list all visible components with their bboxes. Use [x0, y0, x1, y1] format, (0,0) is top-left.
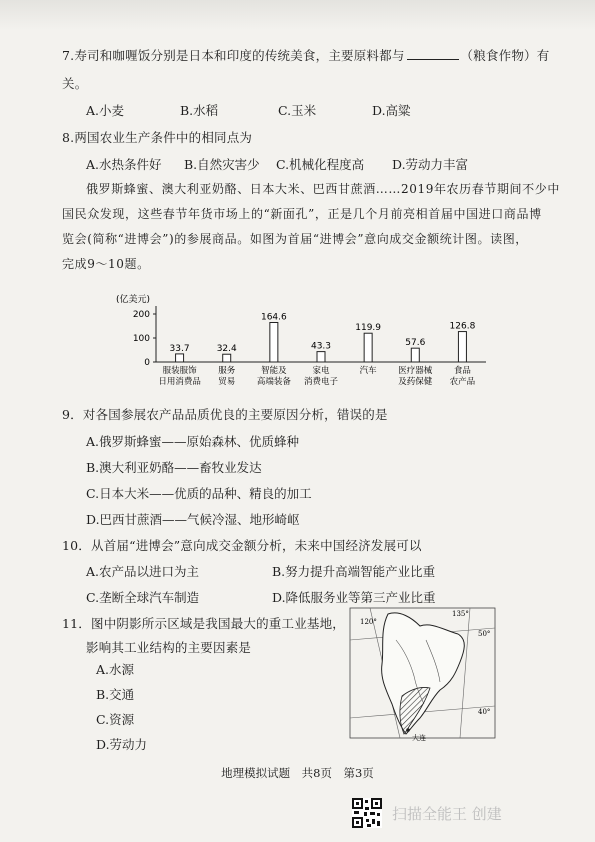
- bar: [458, 332, 466, 362]
- y-axis-label: (亿美元): [116, 295, 151, 305]
- bar: [364, 333, 372, 362]
- q7-option-c: C.玉米: [278, 103, 317, 118]
- northeast-region-outline: [382, 613, 465, 734]
- northeast-china-map: [340, 600, 505, 745]
- map-label-50: 50°: [478, 630, 491, 638]
- y-tick-label: 100: [132, 334, 150, 344]
- q11-option-d: D.劳动力: [96, 737, 148, 752]
- map-label-135: 135°: [452, 610, 469, 618]
- category-label: 日用消费品: [158, 377, 201, 387]
- bar-value-label: 164.6: [260, 312, 287, 323]
- q8-option-c: C.机械化程度高: [276, 157, 365, 172]
- q11-stem-b: 影响其工业结构的主要因素是: [86, 640, 252, 655]
- bar-value-label: 32.4: [216, 344, 237, 355]
- map-label-120: 120°: [360, 618, 377, 626]
- bar: [176, 354, 184, 362]
- q10-option-a: A.农产品以进口为主: [86, 564, 200, 579]
- q7-stem: [62, 46, 549, 64]
- q7-blank: [407, 48, 459, 60]
- bar-value-label: 126.8: [449, 321, 476, 332]
- y-tick-label: 0: [144, 358, 150, 368]
- qr-code-icon: [352, 798, 382, 828]
- q8-option-b: B.自然灾害少: [184, 157, 260, 172]
- q7-option-b: B.水稻: [180, 103, 219, 118]
- q11-option-c: C.资源: [96, 712, 135, 727]
- q9-option-a: A.俄罗斯蜂蜜——原始森林、优质蜂种: [86, 434, 300, 449]
- category-label: 消费电子: [303, 377, 339, 387]
- bar-value-label: 119.9: [355, 323, 382, 334]
- q11-stem: 11．图中阴影所示区域是我国最大的重工业基地，: [62, 616, 346, 631]
- trade-volume-chart: [108, 290, 493, 400]
- q9-option-d: D.巴西甘蔗酒——气候冷湿、地形崎岖: [86, 512, 300, 527]
- trade-volume-chart-svg: [108, 290, 493, 400]
- category-label: 食品: [453, 366, 471, 376]
- q7-stem-text: 7.寿司和咖喱饭分别是日本和印度的传统美食，主要原料都与: [62, 48, 405, 63]
- q11-option-b: B.交通: [96, 687, 135, 702]
- northeast-china-map-svg: [340, 600, 505, 745]
- category-label: 高端装备: [256, 377, 291, 387]
- dalian-city-dot: [406, 728, 410, 732]
- q7-stem-text-b: （粮食作物）有: [460, 48, 550, 63]
- q10-stem: 10．从首届“进博会”意向成交金额分析，未来中国经济发展可以: [62, 538, 422, 553]
- q7-stem-end: 关。: [62, 76, 88, 91]
- passage-line-2: 国民众发现，这些春节年货市场上的“新面孔”，正是几个月前亮相首届中国进口商品博: [62, 207, 542, 221]
- q7-option-a: A.小麦: [86, 103, 125, 118]
- bar-value-label: 43.3: [310, 341, 332, 352]
- map-label-dalian: 大连: [412, 734, 426, 742]
- q11-option-a: A.水源: [96, 662, 135, 677]
- bar-value-label: 33.7: [169, 343, 190, 354]
- category-label: 服务: [218, 366, 236, 376]
- category-label: 农产品: [449, 377, 476, 387]
- bar-value-label: 57.6: [405, 338, 426, 349]
- q10-option-d: D.降低服务业等第三产业比重: [272, 590, 436, 605]
- category-label: 及药保健: [398, 377, 433, 387]
- bar: [411, 348, 419, 362]
- category-label: 家电: [312, 366, 330, 376]
- bar: [270, 322, 278, 362]
- page-footer: 地理模拟试题 共8页 第3页: [221, 766, 374, 780]
- q8-option-a: A.水热条件好: [86, 157, 162, 172]
- category-label: 医疗器械: [398, 366, 433, 376]
- passage-line-4: 完成9～10题。: [62, 257, 150, 271]
- q9-option-b: B.澳大利亚奶酪——畜牧业发达: [86, 460, 262, 475]
- q8-stem: 8.两国农业生产条件中的相同点为: [62, 130, 253, 145]
- passage-line-1: 俄罗斯蜂蜜、澳大利亚奶酪、日本大米、巴西甘蔗酒……2019年农历春节期间不少中: [86, 182, 560, 196]
- category-label: 贸易: [218, 377, 236, 387]
- map-label-40: 40°: [478, 708, 491, 716]
- bar: [317, 352, 325, 362]
- scan-edge: [0, 0, 595, 30]
- q10-option-c: C.垄断全球汽车制造: [86, 590, 200, 605]
- passage-line-3: 览会(简称“进博会”)的参展商品。如图为首届“进博会”意向成交金额统计图。读图，: [62, 232, 528, 246]
- category-label: 汽车: [359, 366, 377, 376]
- bar: [223, 354, 231, 362]
- q7-option-d: D.高粱: [372, 103, 411, 118]
- y-tick-label: 200: [132, 310, 150, 320]
- q9-option-c: C.日本大米——优质的品种、精良的加工: [86, 486, 312, 501]
- longitude-line-135: [460, 608, 470, 738]
- q8-option-d: D.劳动力丰富: [392, 157, 469, 172]
- category-label: 服装服饰: [162, 366, 197, 376]
- q9-stem: 9．对各国参展农产品品质优良的主要原因分析，错误的是: [62, 407, 388, 422]
- q10-option-b: B.努力提升高端智能产业比重: [272, 564, 436, 579]
- scanner-watermark: 扫描全能王 创建: [392, 805, 502, 823]
- category-label: 智能及: [261, 366, 287, 376]
